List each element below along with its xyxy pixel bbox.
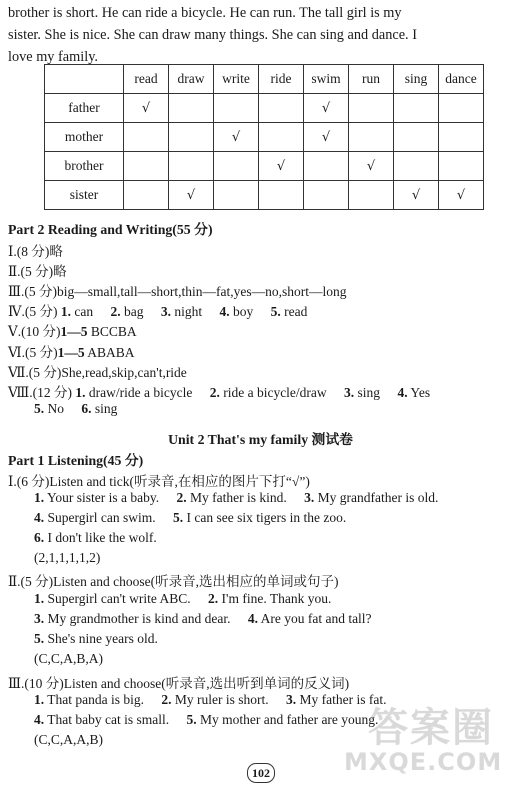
answer-line: Ⅲ.(5 分)big—small,tall—short,thin—fat,yes—no,short—long: [8, 284, 347, 299]
item-number: 5.: [34, 401, 45, 416]
item-text: My mother and father are young.: [196, 712, 379, 727]
item-number: 5.: [34, 631, 45, 646]
answer-key: (C,C,A,A,B): [34, 732, 104, 747]
item-text: She's nine years old.: [44, 631, 158, 646]
item-text: I can see six tigers in the zoo.: [183, 510, 347, 525]
tick-cell: [259, 123, 304, 152]
item-text: read: [280, 304, 308, 319]
item-text: That baby cat is small.: [44, 712, 170, 727]
column-header: ride: [259, 65, 304, 94]
tick-cell: [304, 152, 349, 181]
item-range: 1—5: [57, 345, 85, 360]
tick-cell: √: [214, 123, 259, 152]
unit-title: Unit 2 That's my family 测试卷: [168, 432, 353, 447]
script-line: [34, 490, 438, 506]
script-line: [34, 530, 157, 546]
tick-cell: [214, 181, 259, 210]
row-label: brother: [45, 152, 124, 181]
item-number: 2.: [161, 692, 172, 707]
tick-cell: √: [304, 123, 349, 152]
row-label: mother: [45, 123, 124, 152]
tick-cell: [124, 152, 169, 181]
item-prefix: Ⅵ.(5 分): [8, 345, 58, 360]
item-text: Supergirl can swim.: [44, 510, 156, 525]
item-number: 5.: [270, 304, 281, 319]
tick-cell: [394, 152, 439, 181]
item-text: My ruler is short.: [171, 692, 269, 707]
tick-cell: [259, 94, 304, 123]
column-header: swim: [304, 65, 349, 94]
item-prefix: Ⅳ.(5 分): [8, 304, 58, 319]
item-number: 2.: [110, 304, 121, 319]
table-row: [45, 123, 484, 152]
tick-cell: [259, 181, 304, 210]
script-line: [34, 591, 331, 607]
item-number: 4.: [219, 304, 230, 319]
item-number: 3.: [285, 692, 297, 707]
family-abilities-table: [44, 64, 484, 210]
item-number: 3.: [344, 385, 355, 400]
item-text: sing: [91, 401, 118, 416]
item-number: 3.: [160, 304, 171, 319]
item-number: 1.: [34, 591, 45, 606]
item-text: sing: [354, 385, 381, 400]
intro-passage: [8, 2, 514, 68]
answer-line: [34, 401, 117, 417]
tick-cell: [439, 152, 484, 181]
item-text: Supergirl can't write ABC.: [44, 591, 191, 606]
item-number: 3.: [304, 490, 315, 505]
item-text: My grandfather is old.: [314, 490, 439, 505]
item-text: My father is fat.: [296, 692, 387, 707]
item-text: ABABA: [84, 345, 135, 360]
script-line: [34, 692, 386, 708]
tick-cell: [394, 94, 439, 123]
tick-cell: [304, 181, 349, 210]
item-text: That panda is big.: [44, 692, 144, 707]
table-row: [45, 181, 484, 210]
section-heading: Ⅱ.(5 分)Listen and choose(听录音,选出相应的单词或句子): [8, 574, 339, 589]
item-range: 1—5: [60, 324, 88, 339]
script-line: [34, 611, 372, 627]
item-text: I don't like the wolf.: [44, 530, 157, 545]
item-number: 3.: [34, 611, 45, 626]
answer-line: Ⅱ.(5 分)略: [8, 264, 67, 279]
column-header: dance: [439, 65, 484, 94]
column-header: sing: [394, 65, 439, 94]
item-text: boy: [229, 304, 254, 319]
answer-line: Ⅰ.(8 分)略: [8, 244, 63, 259]
item-text: I'm fine. Thank you.: [218, 591, 332, 606]
intro-line: brother is short. He can ride a bicycle. He can run. The tall girl is my: [8, 5, 402, 21]
answer-line: [8, 341, 134, 361]
tick-cell: [169, 123, 214, 152]
item-text: Are you fat and tall?: [257, 611, 372, 626]
column-header: read: [124, 65, 169, 94]
table-row: [45, 94, 484, 123]
column-header: run: [349, 65, 394, 94]
item-prefix: Ⅷ.(12 分): [8, 385, 73, 400]
tick-cell: [169, 152, 214, 181]
section-heading: Ⅲ.(10 分)Listen and choose(听录音,选出听到单词的反义词): [8, 676, 350, 691]
item-number: 1.: [34, 692, 45, 707]
column-header: draw: [169, 65, 214, 94]
item-text: Yes: [407, 385, 431, 400]
table-header-row: [45, 65, 484, 94]
tick-cell: [349, 123, 394, 152]
item-text: ride a bicycle/draw: [219, 385, 327, 400]
tick-cell: [124, 123, 169, 152]
script-line: [34, 712, 378, 728]
item-number: 6.: [34, 530, 45, 545]
answer-key: (C,C,A,B,A): [34, 651, 104, 666]
item-number: 2.: [176, 490, 187, 505]
tick-cell: [439, 94, 484, 123]
tick-cell: √: [394, 181, 439, 210]
item-number: 1.: [75, 385, 86, 400]
tick-cell: √: [124, 94, 169, 123]
item-number: 4.: [247, 611, 258, 626]
tick-cell: √: [349, 152, 394, 181]
item-text: My father is kind.: [186, 490, 287, 505]
item-number: 2.: [209, 385, 220, 400]
column-header: write: [214, 65, 259, 94]
item-text: can: [70, 304, 94, 319]
item-prefix: Ⅴ.(10 分): [8, 324, 61, 339]
table-corner-cell: [45, 65, 124, 94]
tick-cell: √: [439, 181, 484, 210]
item-text: night: [170, 304, 203, 319]
tick-cell: [169, 94, 214, 123]
section-heading: Ⅰ.(6 分)Listen and tick(听录音,在相应的图片下打“√”): [8, 474, 310, 489]
item-text: draw/ride a bicycle: [85, 385, 193, 400]
table-row: [45, 152, 484, 181]
answer-line: Ⅶ.(5 分)She,read,skip,can't,ride: [8, 365, 187, 380]
intro-line: love my family.: [8, 49, 98, 65]
tick-cell: [349, 181, 394, 210]
item-number: 4.: [34, 712, 45, 727]
tick-cell: [124, 181, 169, 210]
answer-line: [8, 381, 430, 401]
row-label: sister: [45, 181, 124, 210]
tick-cell: [349, 94, 394, 123]
item-number: 5.: [173, 510, 184, 525]
watermark-url: MXQE.COM: [344, 748, 503, 776]
item-number: 6.: [81, 401, 92, 416]
intro-line: sister. She is nice. She can draw many things. She can sing and dance. I: [8, 27, 417, 43]
tick-cell: √: [169, 181, 214, 210]
item-text: Your sister is a baby.: [44, 490, 160, 505]
script-line: [34, 510, 346, 526]
item-number: 4.: [34, 510, 45, 525]
tick-cell: √: [259, 152, 304, 181]
item-text: bag: [120, 304, 144, 319]
item-text: No: [44, 401, 64, 416]
item-number: 4.: [397, 385, 408, 400]
script-line: [34, 631, 158, 647]
tick-cell: √: [304, 94, 349, 123]
page-number: 102: [247, 763, 275, 783]
part2-title: Part 2 Reading and Writing(55 分): [8, 222, 213, 237]
tick-cell: [439, 123, 484, 152]
part1-title: Part 1 Listening(45 分): [8, 453, 144, 468]
answer-key: (2,1,1,1,1,2): [34, 550, 101, 565]
item-number: 2.: [208, 591, 219, 606]
answer-line: [8, 320, 137, 340]
watermark-logo: 答案圈: [368, 705, 494, 751]
answer-line: [8, 300, 307, 320]
item-number: 1.: [34, 490, 45, 505]
item-text: BCCBA: [87, 324, 137, 339]
tick-cell: [214, 94, 259, 123]
item-number: 1.: [60, 304, 71, 319]
item-text: My grandmother is kind and dear.: [44, 611, 231, 626]
tick-cell: [214, 152, 259, 181]
row-label: father: [45, 94, 124, 123]
item-number: 5.: [186, 712, 197, 727]
tick-cell: [394, 123, 439, 152]
